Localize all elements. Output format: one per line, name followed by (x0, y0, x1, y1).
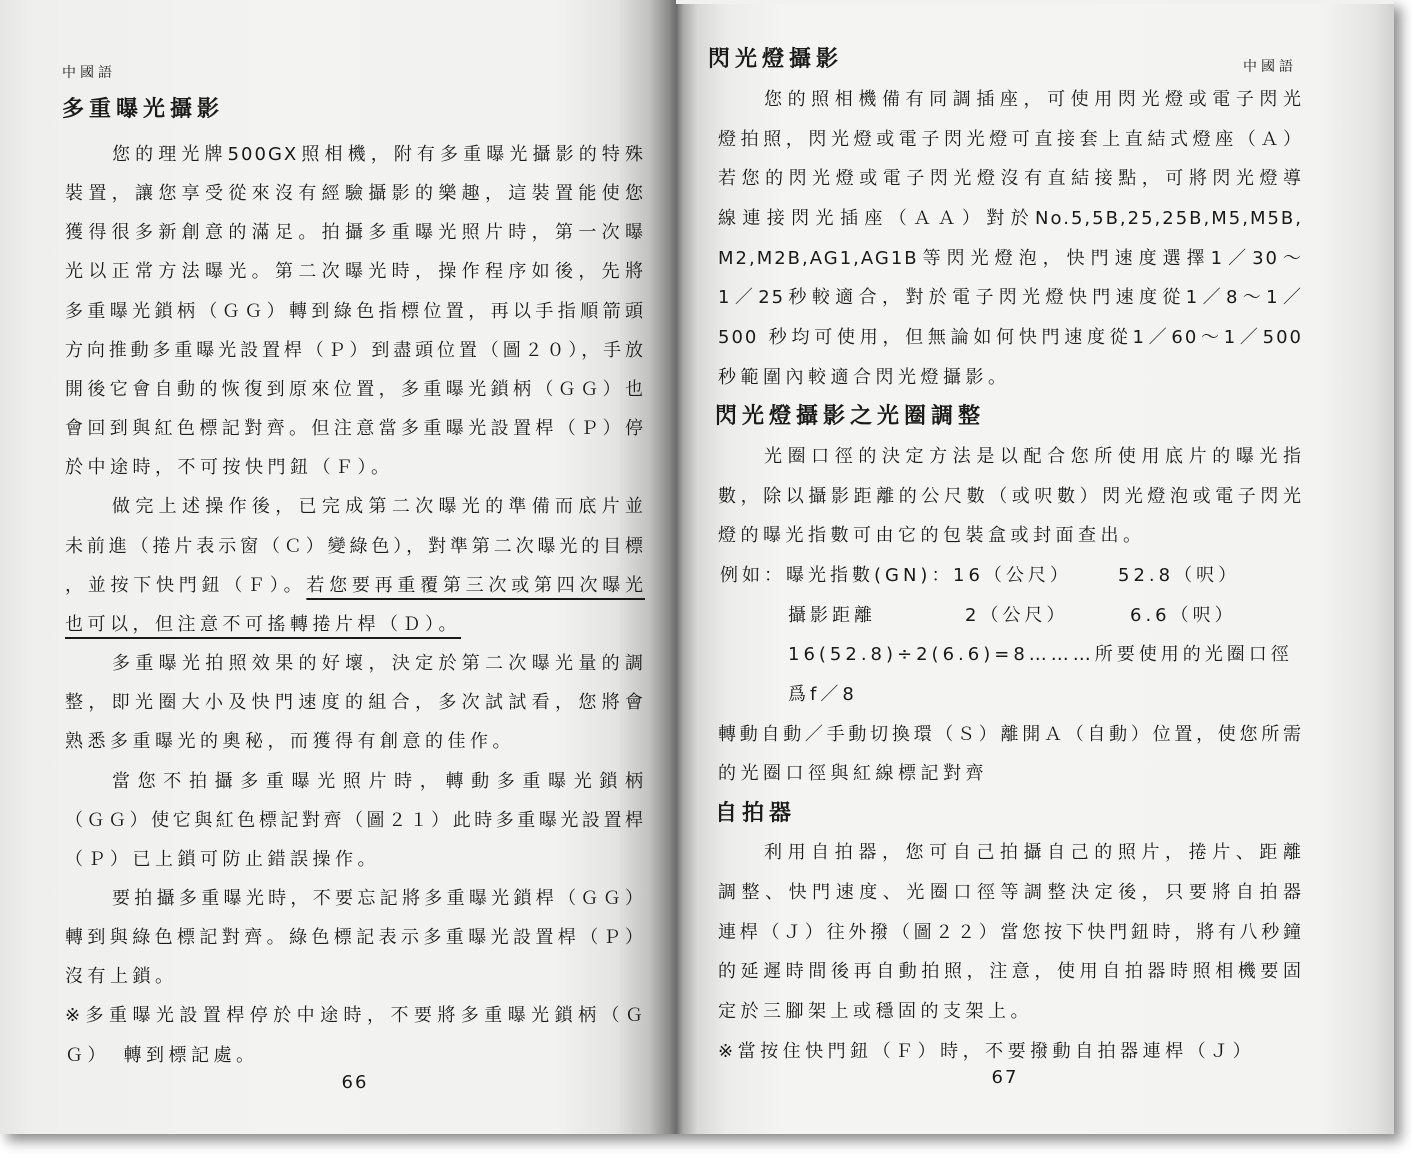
body-line: 連桿（Ｊ）往外撥（圖２２）當您按下快門鈕時，將有八秒鐘 (718, 921, 1303, 943)
example-distance-label: 攝影距離 (788, 604, 876, 626)
body-line: 的光圈口徑與紅線標記對齊 (718, 763, 988, 785)
note-line: ※當按住快門鈕（Ｆ）時，不要撥動自拍器連桿（Ｊ） (718, 1040, 1256, 1062)
body-line: （Ｐ）已上鎖可防止錯誤操作。 (65, 848, 380, 870)
body-line: 裝置，讓您享受從來沒有經驗攝影的樂趣，這裝置能使您 (65, 183, 645, 205)
note-line: Ｇ） 轉到標記處。 (65, 1044, 259, 1066)
body-line: 光圈口徑的決定方法是以配合您所使用底片的曝光指 (764, 445, 1303, 467)
example-result: 爲f／8 (788, 683, 858, 705)
note-line: ※多重曝光設置桿停於中途時，不要將多重曝光鎖柄（Ｇ (65, 1005, 645, 1027)
page-number: 66 (341, 1072, 369, 1093)
body-line: 當您不拍攝多重曝光照片時，轉動多重曝光鎖柄 (112, 770, 645, 792)
body-line-text: ，並按下快門鈕（Ｆ）。 (65, 574, 307, 596)
body-line: 多重曝光拍照效果的好壞，決定於第二次曝光量的調 (112, 653, 645, 675)
body-text (65, 135, 645, 1075)
body-line: 1／25秒較適合，對於電子閃光燈快門速度從1／8～1／ (718, 287, 1303, 309)
example-distance-metric: 2（公尺） (965, 604, 1069, 626)
body-line: 秒範圍內較適合閃光燈攝影。 (718, 366, 1011, 388)
body-line: 燈拍照，閃光燈或電子閃光燈可直接套上直結式燈座（Ａ） (718, 128, 1303, 150)
body-line: 定於三腳架上或穩固的支架上。 (718, 1001, 1033, 1023)
body-line: 做完上述操作後，已完成第二次曝光的準備而底片並 (112, 496, 645, 518)
body-line: 數，除以攝影距離的公尺數（或呎數）閃光燈泡或電子閃光 (718, 485, 1303, 507)
body-line: 開後它會自動的恢復到原來位置，多重曝光鎖柄（ＧＧ）也 (65, 378, 645, 400)
body-line: 線連接閃光插座（ＡＡ）對於No.5,5B,25,25B,M5,M5B, (718, 207, 1303, 229)
example-row (718, 635, 1303, 675)
example-row (718, 675, 1303, 715)
body-line: 方向推動多重曝光設置桿（Ｐ）到盡頭位置（圖２０），手放 (65, 339, 645, 361)
body-line: 您的理光牌500GX照相機，附有多重曝光攝影的特殊 (112, 144, 645, 165)
body-line: 多重曝光鎖柄（ＧＧ）轉到綠色指標位置，再以手指順箭頭 (65, 300, 645, 322)
section-title: 多重曝光攝影 (62, 97, 225, 122)
body-line: 若您的閃光燈或電子閃光燈沒有直結接點，可將閃光燈導 (718, 168, 1303, 190)
example-distance-feet: 6.6（呎） (1130, 604, 1237, 626)
example-label: 例如：曝光指數(GN)： (720, 564, 954, 586)
underlined-line: 也可以，但注意不可搖轉捲片桿（Ｄ）。 (65, 613, 461, 635)
body-text (715, 80, 1303, 1071)
body-line (65, 566, 645, 605)
body-line: 轉動自動／手動切換環（Ｓ）離開Ａ（自動）位置，使您所需 (718, 723, 1303, 745)
page-number: 67 (991, 1067, 1019, 1088)
example-formula: 16(52.8)÷2(6.6)=8………所要使用的光圈口徑 (788, 644, 1293, 666)
body-line: 的延遲時間後再自動拍照，注意，使用自拍器時照相機要固 (718, 961, 1303, 983)
body-line: 未前進（捲片表示窗（Ｃ）變綠色），對準第二次曝光的目標 (65, 535, 645, 557)
body-line: 調整、快門速度、光圈口徑等調整決定後，只要將自拍器 (718, 882, 1303, 904)
body-line: 整，即光圈大小及快門速度的組合，多次試試看，您將會 (65, 692, 645, 714)
body-line: M2,M2B,AG1,AG1B等閃光燈泡，快門速度選擇1／30～ (718, 247, 1303, 269)
section-heading: 自拍器 (715, 800, 797, 826)
language-label: 中國語 (62, 65, 116, 81)
body-line: 光以正常方法曝光。第二次曝光時，操作程序如後，先將 (65, 261, 645, 283)
example-row (718, 596, 1303, 636)
body-line: 沒有上鎖。 (65, 966, 178, 988)
section-heading: 閃光燈攝影之光圈調整 (715, 404, 986, 430)
section-title: 閃光燈攝影 (708, 47, 844, 72)
body-line: 轉到與綠色標記對齊。綠色標記表示多重曝光設置桿（Ｐ） (65, 927, 645, 949)
body-line: 利用自拍器，您可自己拍攝自己的照片，捲片、距離 (764, 842, 1303, 864)
body-line: 您的照相機備有同調插座，可使用閃光燈或電子閃光 (764, 89, 1303, 110)
body-line: 要拍攝多重曝光時，不要忘記將多重曝光鎖桿（ＧＧ） (112, 887, 645, 909)
example-gn-feet: 52.8（呎） (1118, 564, 1241, 586)
body-line: 熟悉多重曝光的奧秘，而獲得有創意的佳作。 (65, 731, 515, 753)
example-row (718, 556, 1303, 596)
right-page (676, 4, 1394, 1134)
underlined-text: 若您要再重覆第三次或第四次曝光 (306, 574, 645, 596)
example-gn-metric: 16（公尺） (953, 564, 1072, 586)
body-line: 獲得很多新創意的滿足。拍攝多重曝光照片時，第一次曝 (65, 222, 645, 244)
body-line: 於中途時，不可按快門鈕（Ｆ）。 (65, 457, 394, 479)
left-page (0, 0, 676, 1134)
body-line: 500 秒均可使用，但無論如何快門速度從1／60～1／500 (718, 326, 1303, 348)
language-label: 中國語 (1243, 59, 1297, 75)
body-line: 燈的曝光指數可由它的包裝盒或封面查出。 (718, 525, 1146, 547)
body-line: 會回到與紅色標記對齊。但注意當多重曝光設置桿（Ｐ）停 (65, 418, 645, 440)
body-line: （ＧＧ）使它與紅色標記對齊（圖２１）此時多重曝光設置桿 (65, 809, 645, 831)
